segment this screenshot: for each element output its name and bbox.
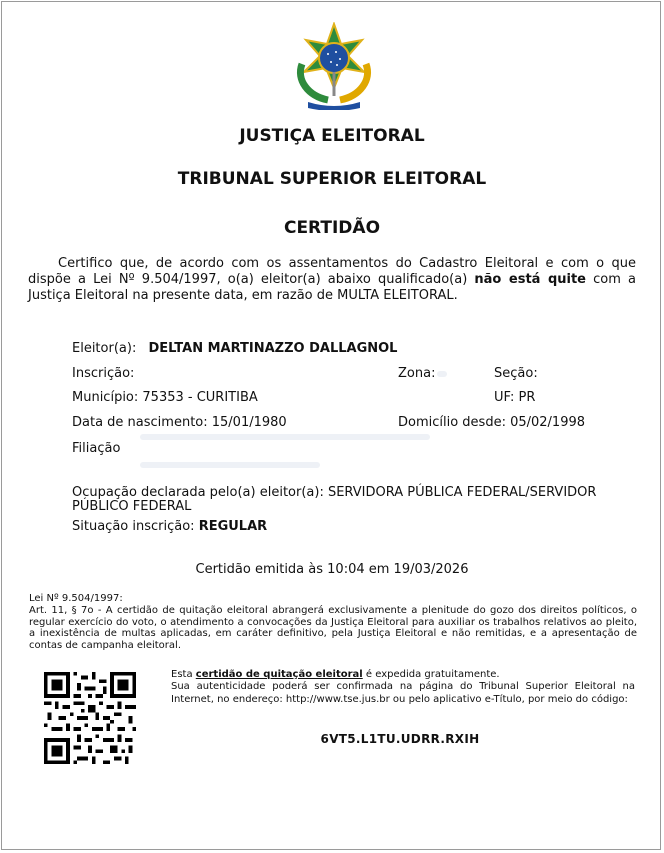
birth-date: Data de nascimento: 15/01/1980	[72, 415, 287, 430]
status-emphasis: não está quite	[474, 272, 587, 287]
clearance-certificate-link[interactable]: certidão de quitação eleitoral	[195, 669, 363, 680]
document-title: CERTIDÃO	[283, 218, 381, 238]
certification-paragraph: Certifico que, de acordo com os assentamentos do Cadastro Eleitoral e com o que dispõe a Lei Nº 9.504/1997, o(a) eleitor(a) abaixo qualificado(a) não está quite com a Justiça Eleitoral na presente data, em razão de MULTA ELEITORAL.	[28, 256, 637, 303]
verification-code: 6VT5.L1TU.UDRR.RXIH	[320, 732, 480, 746]
authenticity-note: Esta certidão de quitação eleitoral é expedida gratuitamente. Sua autenticidade poderá ser confirmada na página do Tribunal Superior Eleitoral na Internet, no endereço: http://www.tse.jus.br ou pelo aplicativo e-Título, por meio do código:	[171, 669, 635, 705]
court-heading: JUSTIÇA ELEITORAL	[239, 126, 425, 146]
inscription-label: Inscrição:	[72, 366, 135, 381]
section-label: Seção:	[494, 366, 538, 381]
redacted-zone	[437, 371, 447, 377]
verification-instructions: Sua autenticidade poderá ser confirmada na página do Tribunal Superior Eleitoral na Internet, no endereço: http://www.tse.jus.br ou pelo aplicativo e-Título, por meio do código:	[171, 681, 635, 705]
registration-status: REGULAR	[198, 519, 268, 534]
domicile-since: Domicílio desde: 05/02/1998	[398, 415, 586, 430]
law-reference	[29, 593, 637, 652]
declared-occupation: Ocupação declarada pelo(a) eleitor(a): SERVIDORA PÚBLICA FEDERAL/SERVIDOR PÚBLICO FEDERAL	[72, 485, 597, 514]
state-uf: UF: PR	[494, 390, 536, 405]
issued-timestamp: Certidão emitida às 10:04 em 19/03/2026	[195, 562, 469, 577]
brazil-coat-of-arms-icon	[294, 22, 374, 110]
verification-qr-code	[44, 672, 136, 764]
municipality: Município: 75353 - CURITIBA	[72, 390, 258, 405]
tribunal-heading: TRIBUNAL SUPERIOR ELEITORAL	[177, 169, 487, 189]
law-text: Art. 11, § 7o - A certidão de quitação eleitoral abrangerá exclusivamente a plenitude do gozo dos direitos políticos, o regular exercício do voto, o atendimento a convocações da Justiça Eleitoral para auxiliar os trabalhos relativos ao pleito, a inexistência de multas aplicadas, em caráter definitivo, pela Justiça Eleitoral e não remitidas, e a apresentação de contas de campanha eleitoral.	[29, 604, 637, 652]
law-title: Lei Nº 9.504/1997:	[29, 593, 123, 604]
voter-name-row: Eleitor(a): DELTAN MARTINAZZO DALLAGNOL	[72, 341, 398, 356]
registration-status-row: Situação inscrição: REGULAR	[72, 519, 268, 534]
zone-row: Zona:	[398, 366, 447, 381]
redacted-filiation-1	[140, 434, 430, 440]
filiation-label: Filiação	[72, 441, 121, 456]
redacted-filiation-2	[140, 462, 320, 468]
voter-name: DELTAN MARTINAZZO DALLAGNOL	[148, 341, 398, 356]
